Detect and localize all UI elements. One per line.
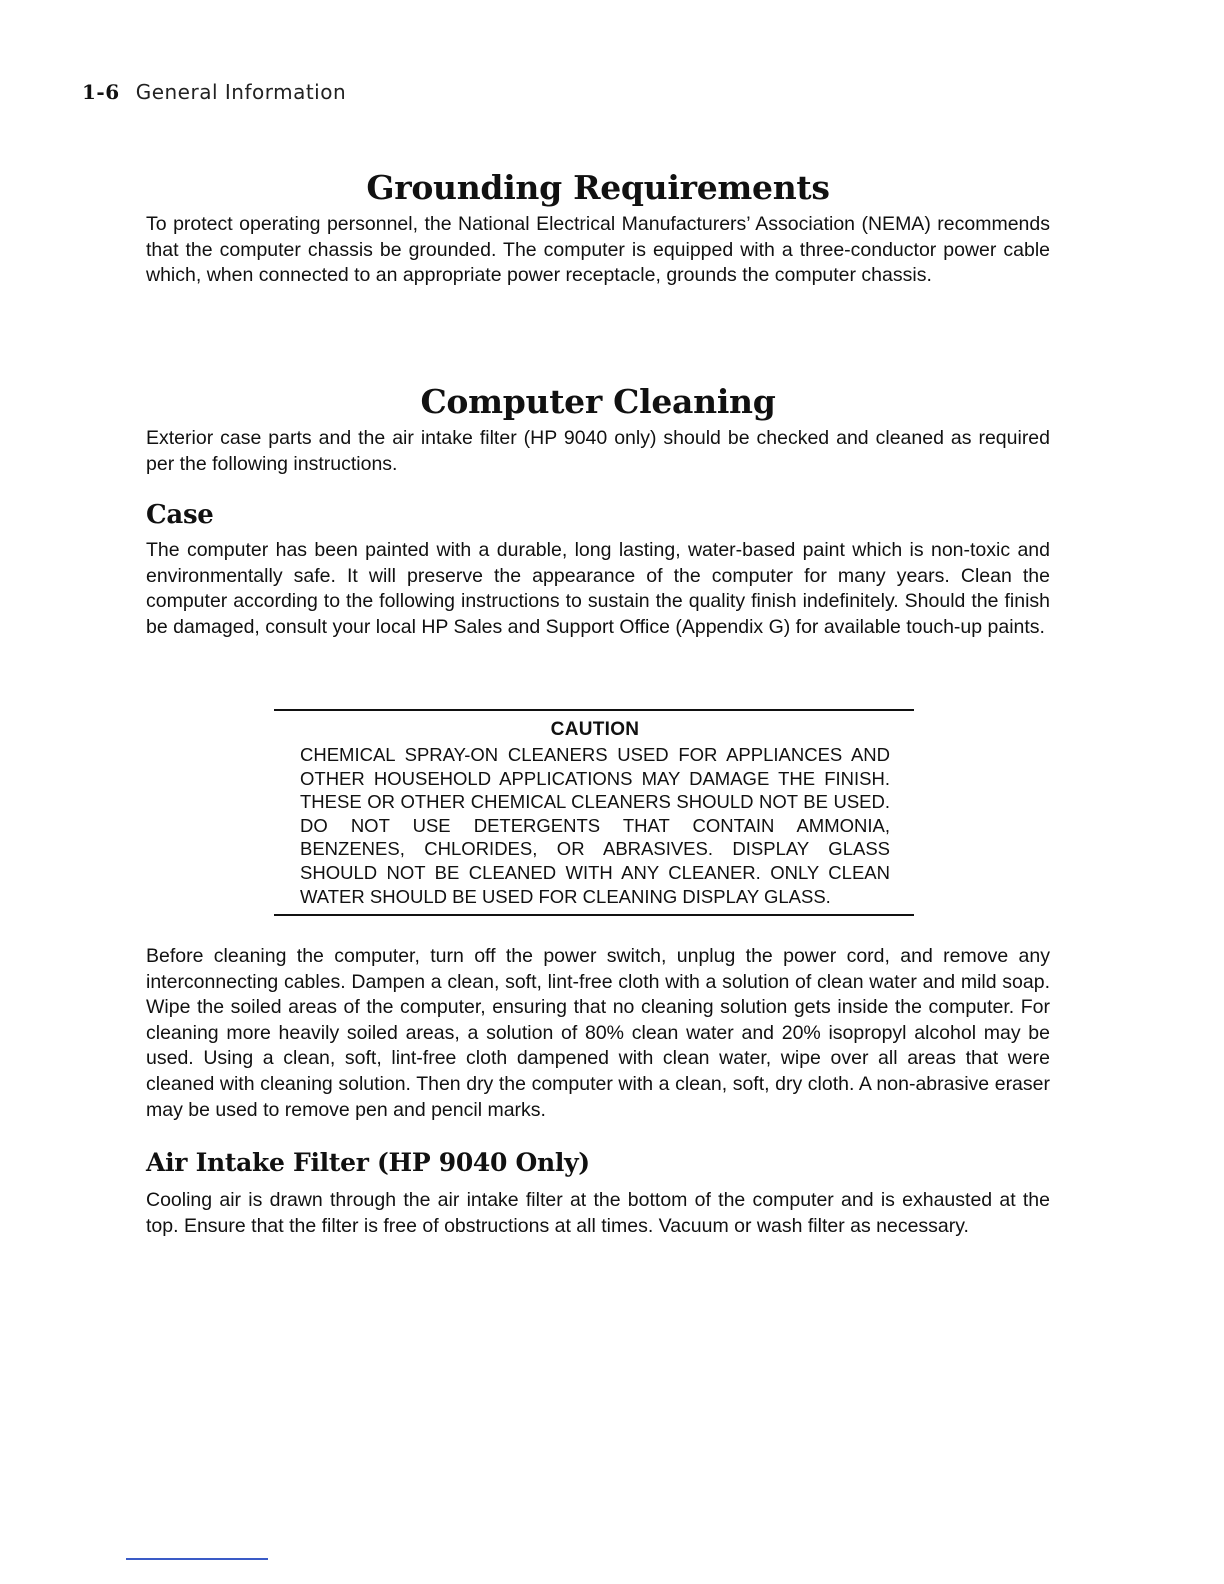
case-paragraph: The computer has been painted with a durable, long lasting, water-based paint which is non-toxic and environmentally safe. It will preserve the appearance of the computer for many years. Clean the computer according to the following instructions to sustain the quality finish indefinitely. Should the finish be damaged, consult your local HP Sales and Support Office (Appendix G) for available touch-up paints. (146, 539, 1050, 638)
caution-text: CHEMICAL SPRAY-ON CLEANERS USED FOR APPLIANCES AND OTHER HOUSEHOLD APPLICATIONS MAY DAMAGE THE FINISH. THESE OR OTHER CHEMICAL CLEANERS SHOULD NOT BE USED. DO NOT USE DETERGENTS THAT CONTAIN AMMONIA, BENZENES, CHLORIDES, OR ABRASIVES. DISPLAY GLASS SHOULD NOT BE CLEANED WITH ANY CLEANER. ONLY CLEAN WATER SHOULD BE USED FOR CLEANING DISPLAY GLASS. (300, 744, 890, 907)
caution-box (274, 709, 914, 916)
filter-paragraph: Cooling air is drawn through the air intake filter at the bottom of the computer and is exhausted at the top. Ensure that the filter is free of obstructions at all times. Vacuum or wash filter as necessary. (146, 1189, 1050, 1237)
filter-heading: Air Intake Filter (HP 9040 Only) (146, 1148, 590, 1177)
case-heading: Case (146, 500, 214, 530)
page-header (82, 80, 346, 105)
cleaning-heading: Computer Cleaning (420, 382, 776, 421)
cleaning-intro-paragraph: Exterior case parts and the air intake filter (HP 9040 only) should be checked and cleaned as required per the following instructions. (146, 427, 1050, 475)
page-number: 1-6 (82, 80, 120, 104)
caution-title: CAUTION (550, 719, 640, 740)
footer-rule (126, 1558, 268, 1560)
section-title: General Information (135, 80, 347, 104)
grounding-heading: Grounding Requirements (366, 168, 830, 207)
procedure-paragraph: Before cleaning the computer, turn off the power switch, unplug the power cord, and remove any interconnecting cables. Dampen a clean, soft, lint-free cloth with a solution of clean water and mild soap. Wipe the soiled areas of the computer, ensuring that no cleaning solution gets inside the computer. For cleaning more heavily soiled areas, a solution of 80% clean water and 20% isopropyl alcohol may be used. Using a clean, soft, lint-free cloth dampened with clean water, wipe over all areas that were cleaned with cleaning solution. Then dry the computer with a clean, soft, dry cloth. A non-abrasive eraser may be used to remove pen and pencil marks. (146, 945, 1050, 1121)
grounding-paragraph: To protect operating personnel, the National Electrical Manufacturers’ Association (NEMA) recommends that the computer chassis be grounded. The computer is equipped with a three-conductor power cable which, when connected to an appropriate power receptacle, grounds the computer chassis. (146, 213, 1050, 287)
